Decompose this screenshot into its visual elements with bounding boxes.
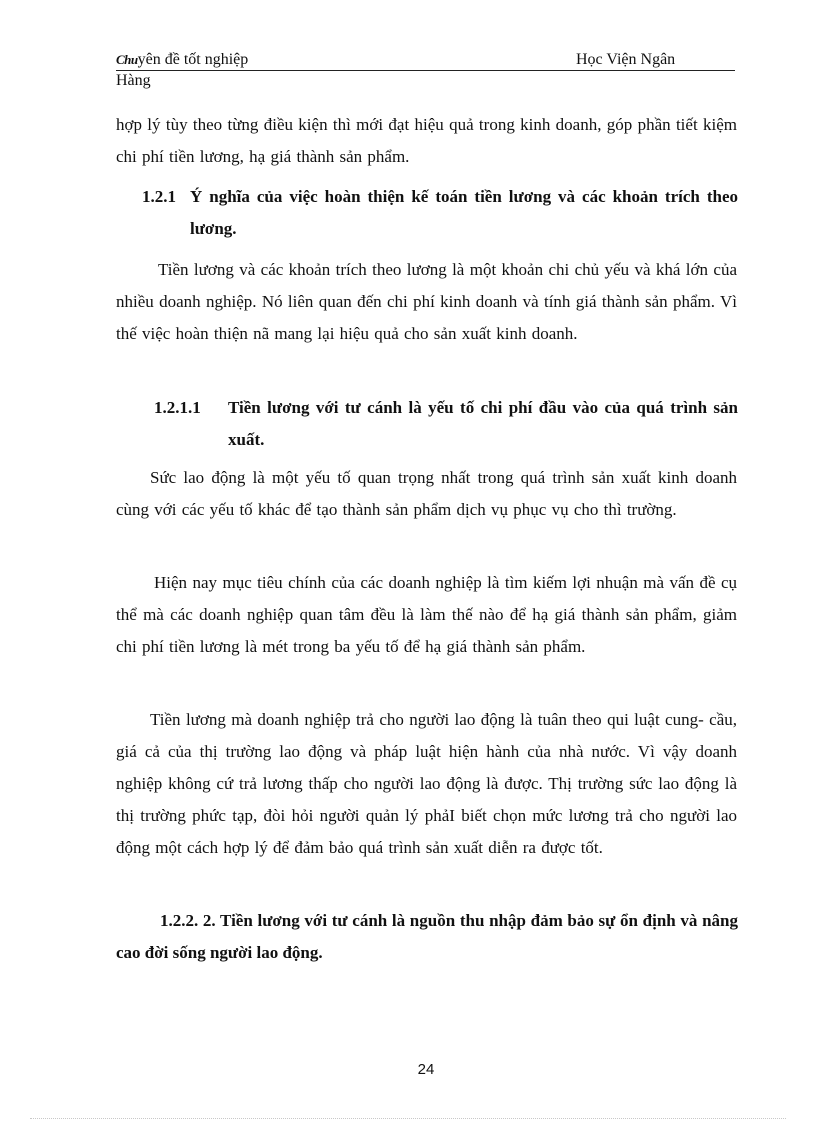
paragraph-5: Tiền lương mà doanh nghiệp trả cho người lao động là tuân theo qui luật cung- cầu, giá cả của thị trường lao động và pháp luật hiện hành của nhà nước. Vì vậy doanh nghiệp không cứ trả lương thấp cho người lao động là được. Thị trường sức lao động là thị trường phức tạp, đòi hỏi người quản lý phảI biết chọn mức lương trả cho người lao động một cách hợp lý để đảm bảo quá trình sản xuất diễn ra được tốt.	[116, 710, 737, 857]
paragraph-4: Hiện nay mục tiêu chính của các doanh nghiệp là tìm kiếm lợi nhuận mà vấn đề cụ thể mà các doanh nghiệp quan tâm đều là làm thế nào để hạ giá thành sản phẩm, giảm chi phí tiền lương là mét trong ba yếu tố để hạ giá thành sản phẩm.	[116, 573, 737, 656]
header-title-right: Học Viện Ngân	[576, 51, 676, 68]
heading-number: 1.2.1.1	[154, 398, 201, 417]
header-title-wrap: Hàng	[116, 72, 151, 89]
page-number: 24	[417, 1061, 435, 1078]
section-heading-1-2-2-2: 1.2.2. 2. Tiền lương với tư cánh là nguồn thu nhập đảm bảo sự ổn định và nâng cao đời sống người lao động.	[116, 911, 738, 962]
heading-text: Ý nghĩa của việc hoàn thiện kế toán tiền lương và các khoản trích theo lương.	[190, 187, 738, 238]
section-heading-1-2-1-1	[0, 392, 816, 456]
header-logo: Chu	[116, 52, 138, 67]
paragraph-1: hợp lý tùy theo từng điều kiện thì mới đạt hiệu quả trong kinh doanh, góp phần tiết kiệm chi phí tiền lương, hạ giá thành sản phẩm.	[116, 115, 737, 166]
page-bottom-border	[30, 1118, 786, 1119]
paragraph-3: Sức lao động là một yếu tố quan trọng nhất trong quá trình sản xuất kinh doanh cùng với các yếu tố khác để tạo thành sản phẩm dịch vụ phục vụ cho thì trường.	[116, 468, 737, 519]
section-heading-1-2-1	[0, 181, 816, 245]
paragraph-2: Tiền lương và các khoản trích theo lương là một khoản chi chủ yếu và khá lớn của nhiều doanh nghiệp. Nó liên quan đến chi phí kinh doanh và tính giá thành sản phẩm. Vì thế việc hoàn thiện nã mang lại hiệu quả cho sản xuất kinh doanh.	[116, 260, 737, 343]
header-title-left	[116, 50, 248, 70]
heading-text: Tiền lương với tư cánh là yếu tố chi phí đầu vào của quá trình sản xuất.	[228, 398, 738, 449]
header-title-left-text: yên đề tốt nghiệp	[137, 51, 249, 68]
page-header	[116, 50, 735, 71]
heading-number: 1.2.1	[142, 187, 176, 206]
